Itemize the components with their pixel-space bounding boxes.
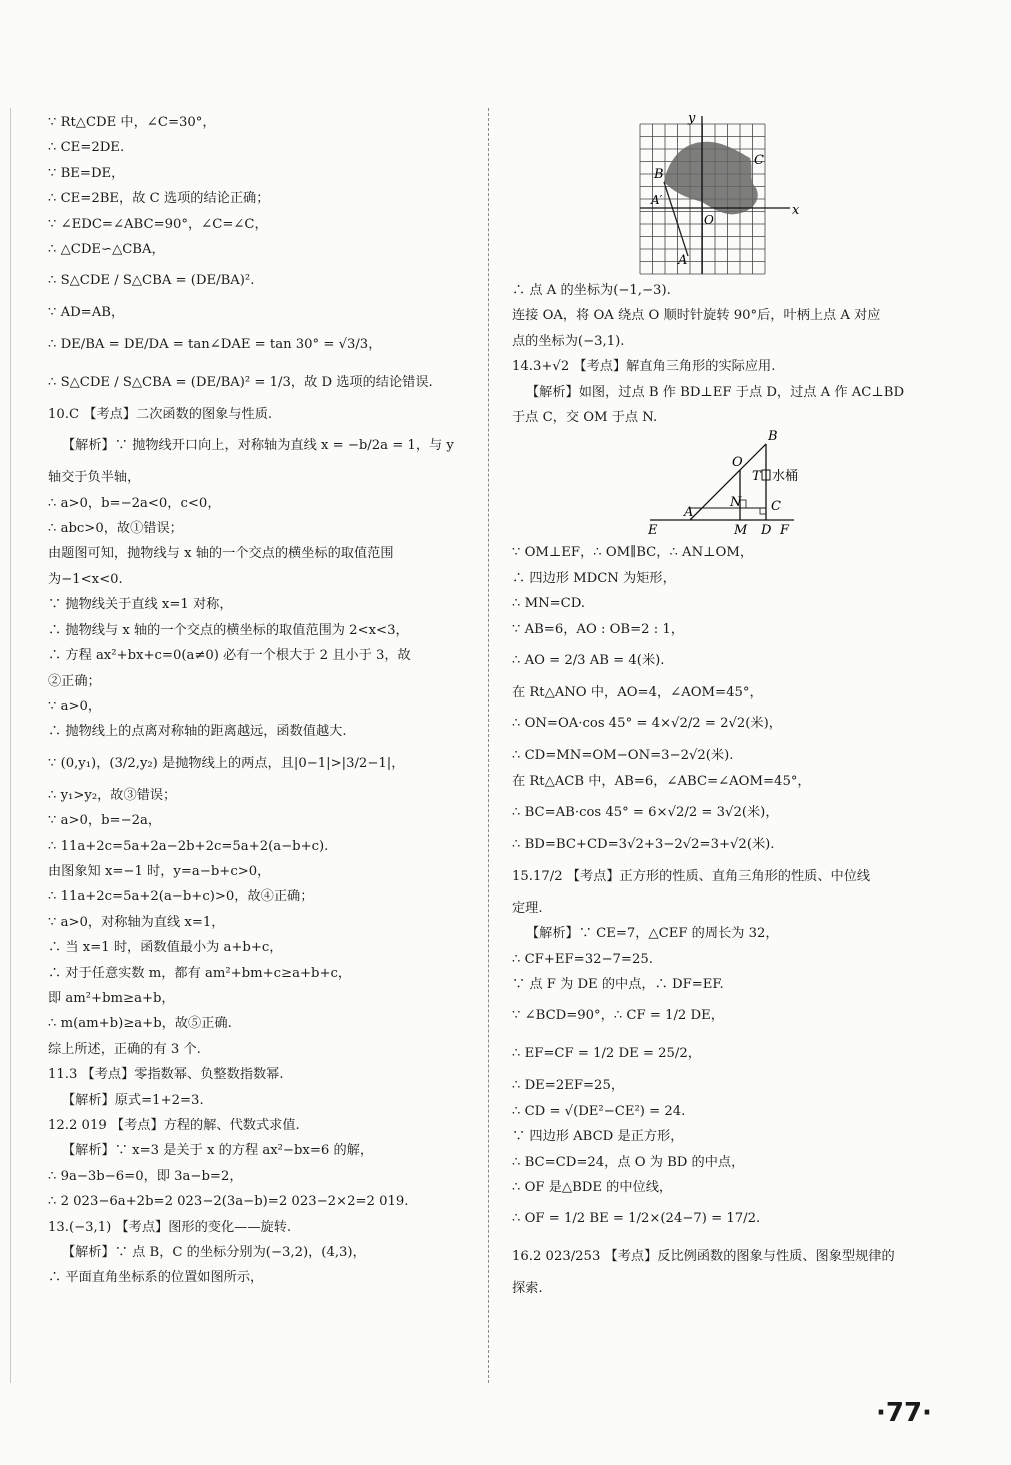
right-text-b	[512, 540, 942, 1301]
text-line: 16.2 023/253 【考点】反比例函数的图象与性质、图象型规律的	[512, 1249, 895, 1265]
text-line: ∴ MN=CD.	[512, 596, 586, 612]
text-line: ∴ 当 x=1 时，函数值最小为 a+b+c，	[48, 940, 283, 956]
tri-M-label: M	[734, 523, 748, 539]
text-line: ∴ S△CDE / S△CBA = (DE/BA)².	[48, 273, 255, 289]
text-line: 10.C 【考点】二次函数的图象与性质.	[48, 406, 273, 422]
text-line: ∴ 2 023−6a+2b=2 023−2(3a−b)=2 023−2×2=2 019.	[48, 1194, 409, 1210]
text-line: ∴ AO = 2/3 AB = 4(米).	[512, 653, 665, 669]
text-line: ∴ CE=2BE，故 C 选项的结论正确；	[48, 191, 270, 207]
text-line: ∴ OF = 1/2 BE = 1/2×(24−7) = 17/2.	[512, 1211, 761, 1227]
text-line: 由图象知 x=−1 时，y=a−b+c>0，	[48, 863, 271, 879]
text-line: ∵ a>0，b=−2a，	[48, 813, 162, 829]
text-line: ∴ 方程 ax²+bx+c=0(a≠0) 必有一个根大于 2 且小于 3，故	[48, 648, 411, 664]
text-line: 【解析】∵ x=3 是关于 x 的方程 ax²−bx=6 的解，	[62, 1143, 374, 1159]
text-line: 【解析】∵ 抛物线开口向上，对称轴为直线 x = −b/2a = 1，与 y	[62, 438, 454, 454]
text-line: 11.3 【考点】零指数幂、负整数指数幂.	[48, 1067, 284, 1083]
leaf-shape	[664, 142, 758, 215]
text-line: ∵ 抛物线关于直线 x=1 对称，	[48, 597, 233, 613]
text-line: ∴ BC=AB·cos 45° = 6×√2/2 = 3√2(米)，	[512, 805, 779, 821]
text-line: ∴ CD=MN=OM−ON=3−2√2(米).	[512, 748, 734, 764]
text-line: 【解析】如图，过点 B 作 BD⊥EF 于点 D，过点 A 作 AC⊥BD	[526, 384, 905, 400]
text-line: ∴ DE/BA = DE/DA = tan∠DAE = tan 30° = √3/3，	[48, 336, 382, 352]
text-line: 由题图可知，抛物线与 x 轴的一个交点的横坐标的取值范围	[48, 546, 394, 562]
text-line: 点的坐标为(−3,1).	[512, 333, 625, 349]
text-line: 【解析】∵ CE=7，△CEF 的周长为 32，	[526, 926, 779, 942]
tri-F-label: F	[780, 523, 790, 539]
text-line: ∴ CD = √(DE²−CE²) = 24.	[512, 1103, 686, 1119]
left-column	[48, 110, 468, 1291]
text-line: ∵ AB=6，AO : OB=2 : 1，	[512, 621, 684, 637]
y-axis-label: y	[688, 111, 696, 126]
text-line: 14.3+√2 【考点】解直角三角形的实际应用.	[512, 359, 776, 375]
text-line: ∴ EF=CF = 1/2 DE = 25/2，	[512, 1046, 701, 1062]
tri-B-label: B	[768, 430, 778, 445]
grid-figure	[512, 110, 942, 278]
right-column	[512, 110, 942, 1302]
text-line: ∴ y₁>y₂，故③错误；	[48, 787, 177, 803]
text-line: ∴ 11a+2c=5a+2a−2b+2c=5a+2(a−b+c).	[48, 838, 329, 854]
origin-label: O	[704, 213, 714, 227]
text-line: ∵ BE=DE，	[48, 165, 125, 181]
text-line: ∴ 平面直角坐标系的位置如图所示，	[48, 1270, 264, 1286]
text-line: 轴交于负半轴，	[48, 470, 141, 486]
triangle-figure	[512, 430, 942, 540]
tri-C-label: C	[771, 499, 781, 515]
text-line: ∵ AD=AB，	[48, 305, 125, 321]
text-line: ②正确；	[48, 673, 101, 689]
text-line: ∵ Rt△CDE 中，∠C=30°，	[48, 115, 216, 130]
text-line: 连接 OA，将 OA 绕点 O 顺时针旋转 90°后，叶柄上点 A 对应	[512, 308, 881, 324]
tri-O-label: O	[732, 455, 743, 471]
page-number: ·77·	[876, 1398, 932, 1428]
point-C-label: C	[754, 153, 764, 168]
text-line: ∴ 11a+2c=5a+2(a−b+c)>0，故④正确；	[48, 889, 314, 905]
text-line: 13.(−3,1) 【考点】图形的变化——旋转.	[48, 1219, 292, 1235]
point-B-label: B	[654, 167, 664, 182]
text-line: ∵ (0,y₁)，(3/2,y₂) 是抛物线上的两点，且|0−1|>|3/2−1|，	[48, 755, 405, 771]
text-line: ∴ S△CDE / S△CBA = (DE/BA)² = 1/3，故 D 选项的结论错误.	[48, 374, 433, 390]
text-line: 探索.	[512, 1281, 543, 1297]
tri-T-label: T	[752, 469, 761, 485]
text-line: ∴ a>0，b=−2a<0，c<0，	[48, 495, 221, 511]
text-line: ∵ ∠EDC=∠ABC=90°，∠C=∠C，	[48, 216, 268, 232]
text-line: 即 am²+bm≥a+b，	[48, 990, 175, 1006]
text-line: ∵ OM⊥EF，∴ OM∥BC，∴ AN⊥OM，	[512, 545, 754, 561]
text-line: 【解析】原式=1+2=3.	[62, 1092, 204, 1108]
tri-bucket-label: 水桶	[772, 469, 799, 485]
text-line: 12.2 019 【考点】方程的解、代数式求值.	[48, 1118, 300, 1133]
text-line: ∴ DE=2EF=25，	[512, 1078, 625, 1094]
tri-D-label: D	[761, 523, 772, 539]
text-line: 15.17/2 【考点】正方形的性质、直角三角形的性质、中位线	[512, 868, 871, 884]
tri-A-label: A	[684, 505, 694, 521]
tri-N-label: N	[730, 495, 742, 511]
text-line: ∴ 抛物线与 x 轴的一个交点的横坐标的取值范围为 2<x<3，	[48, 622, 409, 638]
text-line: ∴ m(am+b)≥a+b，故⑤正确.	[48, 1016, 232, 1032]
text-line: ∴ CF+EF=32−7=25.	[512, 951, 653, 967]
text-line: ∴ 抛物线上的点离对称轴的距离越远，函数值越大.	[48, 724, 347, 740]
text-line: ∵ a>0，	[48, 698, 102, 714]
margin-line	[10, 108, 11, 1383]
text-line: ∴ 对于任意实数 m，都有 am²+bm+c≥a+b+c，	[48, 965, 352, 981]
text-line: ∴ 四边形 MDCN 为矩形，	[512, 570, 676, 586]
point-A1-label: A′	[651, 193, 663, 207]
text-line: ∴ abc>0，故①错误；	[48, 521, 183, 537]
text-line: 在 Rt△ANO 中，AO=4，∠AOM=45°，	[512, 685, 763, 701]
text-line: 在 Rt△ACB 中，AB=6，∠ABC=∠AOM=45°，	[512, 773, 811, 789]
text-line: 定理.	[512, 900, 543, 916]
text-line: 【解析】∵ 点 B，C 的坐标分别为(−3,2)，(4,3)，	[62, 1245, 366, 1261]
text-line: 综上所述，正确的有 3 个.	[48, 1041, 201, 1057]
x-axis-label: x	[792, 203, 800, 218]
text-line: ∴ BC=CD=24，点 O 为 BD 的中点，	[512, 1154, 745, 1170]
text-line: ∴ CE=2DE.	[48, 140, 125, 156]
text-line: ∴ △CDE∽△CBA，	[48, 242, 165, 258]
text-line: ∴ ON=OA·cos 45° = 4×√2/2 = 2√2(米)，	[512, 716, 782, 732]
tri-E-label: E	[648, 523, 658, 539]
point-A-label: A	[678, 253, 688, 268]
column-divider	[488, 108, 489, 1383]
text-line: ∴ 9a−3b−6=0，即 3a−b=2，	[48, 1168, 243, 1184]
text-line: ∴ 点 A 的坐标为(−1,−3).	[512, 283, 671, 298]
text-line: ∵ ∠BCD=90°，∴ CF = 1/2 DE，	[512, 1008, 724, 1024]
text-line: 为−1<x<0.	[48, 571, 123, 587]
text-line: ∴ BD=BC+CD=3√2+3−2√2=3+√2(米).	[512, 837, 775, 853]
text-line: ∵ 点 F 为 DE 的中点，∴ DF=EF.	[512, 976, 724, 992]
text-line: ∴ OF 是△BDE 的中位线，	[512, 1179, 673, 1195]
text-line: 于点 C，交 OM 于点 N.	[512, 410, 658, 426]
text-line: ∵ a>0，对称轴为直线 x=1，	[48, 914, 225, 930]
text-line: ∵ 四边形 ABCD 是正方形，	[512, 1129, 684, 1145]
right-text-a	[512, 278, 942, 430]
